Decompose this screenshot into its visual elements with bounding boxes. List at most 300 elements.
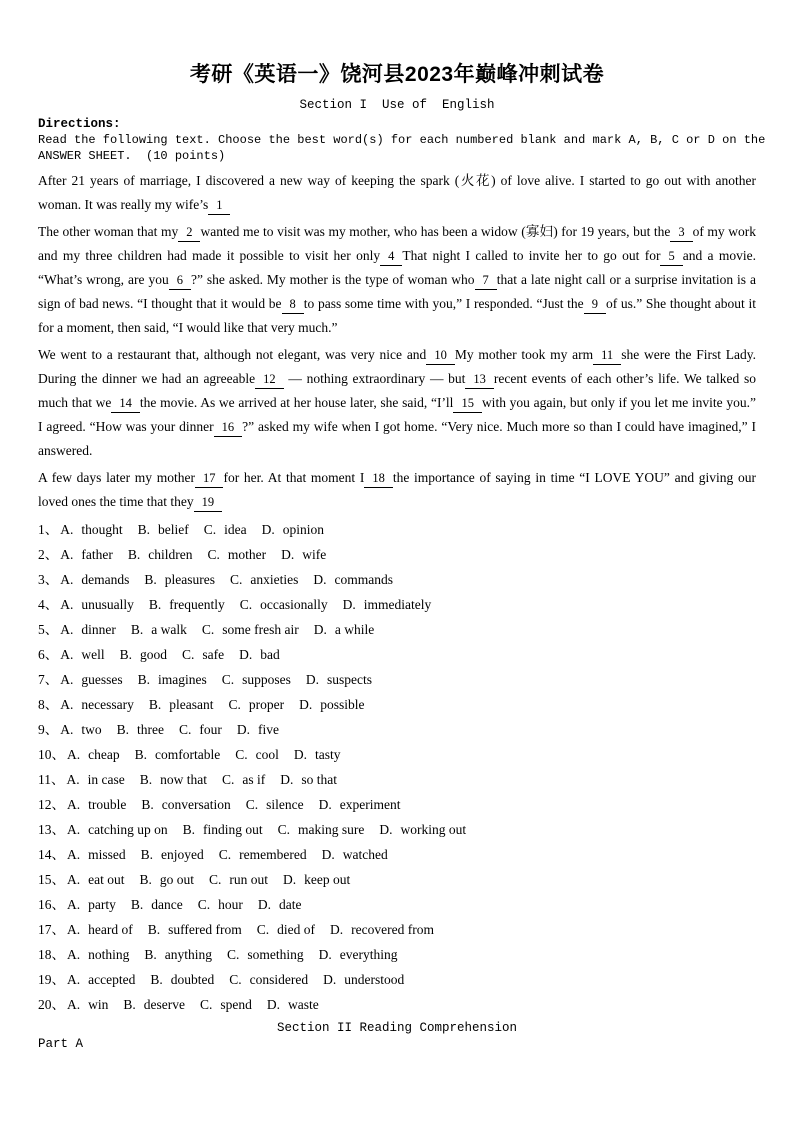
option-letter: B.: [127, 547, 141, 562]
option-text: catching up on: [88, 822, 168, 837]
question-17-option-A: [67, 922, 133, 937]
question-11-option-B: [140, 772, 207, 787]
directions-block: [38, 116, 766, 164]
question-5-option-D: [314, 622, 375, 637]
directions-line-1: Read the following text. Choose the best word(s) for each numbered blank and mark A, B, C or D on the: [38, 133, 766, 147]
option-letter: B.: [119, 647, 133, 662]
option-letter: A.: [67, 922, 81, 937]
option-letter: C.: [229, 972, 242, 987]
option-text: dance: [151, 897, 183, 912]
option-letter: A.: [67, 747, 81, 762]
option-text: remembered: [239, 847, 307, 862]
question-4-option-D: [343, 597, 432, 612]
question-number: 2、: [38, 547, 59, 562]
question-16: [38, 892, 756, 917]
option-letter: D.: [313, 572, 327, 587]
option-text: recovered from: [351, 922, 434, 937]
cloze-blank-11: 11: [593, 348, 621, 365]
question-16-option-C: [198, 897, 243, 912]
option-letter: A.: [60, 572, 74, 587]
question-13-option-D: [379, 822, 466, 837]
option-letter: A.: [67, 972, 81, 987]
option-text: three: [137, 722, 164, 737]
option-letter: D.: [321, 847, 335, 862]
question-17-option-D: [330, 922, 434, 937]
option-letter: D.: [239, 647, 253, 662]
option-text: thought: [81, 522, 123, 537]
option-text: commands: [334, 572, 393, 587]
question-16-option-A: [67, 897, 116, 912]
option-text: accepted: [88, 972, 136, 987]
option-text: working out: [400, 822, 467, 837]
question-6-option-C: [182, 647, 224, 662]
option-letter: C.: [239, 597, 253, 612]
question-20-option-D: [267, 997, 319, 1012]
option-text: everything: [339, 947, 398, 962]
cloze-passage: [38, 169, 756, 514]
question-number: 6、: [38, 647, 59, 662]
question-13-option-B: [183, 822, 263, 837]
passage-paragraph-3: We went to a restaurant that, although not elegant, was very nice and 10 My mother took my arm 11 she were the First Lady. During the dinner we had an agreeable 12 — nothing extraordinary — but 13 recent events of each other’s life. We talked so much that we 14 the movie. As we arrived at her house later, she said, “I’ll 15 with you again, but only if you let me invite you.” I agreed. “How was your dinner 16 ?” asked my wife when I got home. “Very nice. Much more so than I could have imagined,” I answered.: [38, 347, 756, 458]
option-text: father: [81, 547, 113, 562]
question-number: 4、: [38, 597, 59, 612]
cloze-blank-2: 2: [178, 225, 200, 242]
cloze-blank-12: 12: [255, 372, 284, 389]
question-15-option-D: [283, 872, 350, 887]
part-a-label: Part A: [38, 1037, 84, 1051]
option-text: tasty: [315, 747, 341, 762]
option-text: four: [199, 722, 222, 737]
question-20-option-C: [200, 997, 252, 1012]
option-letter: A.: [60, 647, 74, 662]
option-letter: D.: [266, 997, 281, 1012]
option-letter: A.: [67, 797, 81, 812]
question-15-option-A: [67, 872, 125, 887]
option-letter: B.: [139, 872, 152, 887]
cloze-blank-17: 17: [195, 471, 224, 488]
option-text: so that: [301, 772, 338, 787]
passage-paragraph-2: The other woman that my 2 wanted me to visit was my mother, who has been a widow (寡妇) for 19 years, but the 3 of my work and my three children had made it possible to visit her only 4 That night I called to invite her to go out for 5 and a movie. “What’s wrong, are you 6 ?” she asked. My mother is the type of woman who 7 that a late night call or a surprise invitation is a sign of bad news. “I thought that it would be 8 to pass some time with you,” I responded. “Just the 9 of us.” She thought about it for a moment, then said, “I would like that very much.”: [38, 224, 756, 335]
question-7: [38, 667, 756, 692]
question-3-option-D: [313, 572, 393, 587]
question-4-option-B: [149, 597, 225, 612]
option-text: good: [140, 647, 168, 662]
option-letter: C.: [227, 947, 240, 962]
option-letter: D.: [318, 947, 332, 962]
option-letter: C.: [209, 872, 222, 887]
question-12-option-B: [141, 797, 230, 812]
option-text: finding out: [203, 822, 263, 837]
question-number: 19、: [38, 972, 65, 987]
option-letter: B.: [123, 997, 136, 1012]
question-18-option-B: [144, 947, 212, 962]
option-letter: A.: [60, 522, 74, 537]
option-text: some fresh air: [222, 622, 299, 637]
option-text: guesses: [81, 672, 123, 687]
option-letter: A.: [67, 847, 81, 862]
option-text: supposes: [242, 672, 291, 687]
cloze-blank-8: 8: [282, 297, 304, 314]
section2-heading: Section II Reading Comprehension: [276, 1021, 518, 1035]
option-letter: D.: [379, 822, 393, 837]
cloze-blank-4: 4: [380, 249, 402, 266]
option-text: well: [81, 647, 105, 662]
question-12: [38, 792, 756, 817]
question-1-option-A: [60, 522, 122, 537]
option-letter: B.: [141, 797, 154, 812]
question-12-option-A: [67, 797, 126, 812]
option-text: hour: [218, 897, 243, 912]
option-text: silence: [266, 797, 304, 812]
question-6-option-A: [60, 647, 104, 662]
option-text: eat out: [88, 872, 125, 887]
cloze-blank-6: 6: [169, 273, 191, 290]
question-number: 11、: [38, 772, 65, 787]
option-text: heard of: [88, 922, 133, 937]
question-13-option-A: [67, 822, 168, 837]
option-text: party: [88, 897, 116, 912]
question-9-option-A: [60, 722, 101, 737]
option-text: two: [81, 722, 102, 737]
option-text: immediately: [363, 597, 432, 612]
option-letter: C.: [182, 647, 195, 662]
question-9-option-D: [237, 722, 279, 737]
option-letter: A.: [67, 822, 81, 837]
option-letter: B.: [144, 572, 157, 587]
option-letter: D.: [299, 697, 313, 712]
question-11: [38, 767, 756, 792]
option-letter: A.: [67, 997, 81, 1012]
option-text: unusually: [81, 597, 134, 612]
question-3: [38, 567, 756, 592]
option-letter: D.: [318, 797, 332, 812]
option-text: bad: [260, 647, 280, 662]
option-text: children: [148, 547, 193, 562]
question-8: [38, 692, 756, 717]
option-text: considered: [249, 972, 309, 987]
cloze-blank-16: 16: [214, 420, 243, 437]
option-letter: B.: [147, 922, 161, 937]
option-letter: D.: [257, 897, 272, 912]
passage-paragraph-4: A few days later my mother 17 for her. At that moment I 18 the importance of saying in time “I LOVE YOU” and giving our loved ones the time that they 19: [38, 466, 756, 514]
option-letter: A.: [60, 672, 74, 687]
question-1: [38, 517, 756, 542]
question-2-option-C: [207, 547, 266, 562]
option-letter: C.: [197, 897, 211, 912]
question-number: 3、: [38, 572, 59, 587]
option-letter: D.: [293, 747, 307, 762]
question-10: [38, 742, 756, 767]
question-10-option-D: [294, 747, 341, 762]
cloze-blank-18: 18: [364, 471, 393, 488]
option-text: possible: [320, 697, 365, 712]
option-text: understood: [344, 972, 405, 987]
option-text: a while: [334, 622, 375, 637]
question-5-option-A: [60, 622, 116, 637]
option-text: date: [279, 897, 302, 912]
option-letter: D.: [261, 522, 275, 537]
option-text: cool: [255, 747, 279, 762]
question-number: 20、: [38, 997, 65, 1012]
option-letter: C.: [200, 997, 213, 1012]
option-text: spend: [220, 997, 252, 1012]
question-6-option-B: [120, 647, 167, 662]
option-text: died of: [277, 922, 315, 937]
option-letter: C.: [221, 672, 235, 687]
option-letter: B.: [137, 672, 151, 687]
option-letter: A.: [60, 597, 74, 612]
question-12-option-C: [246, 797, 304, 812]
option-letter: D.: [305, 672, 320, 687]
option-text: waste: [288, 997, 319, 1012]
option-letter: A.: [60, 697, 74, 712]
option-letter: C.: [218, 847, 232, 862]
question-11-option-D: [280, 772, 337, 787]
option-letter: B.: [130, 897, 144, 912]
option-text: mother: [227, 547, 267, 562]
option-text: watched: [342, 847, 388, 862]
option-text: conversation: [161, 797, 231, 812]
directions-line-2: ANSWER SHEET. (10 points): [38, 149, 226, 163]
option-text: proper: [248, 697, 285, 712]
option-text: nothing: [88, 947, 130, 962]
option-letter: C.: [256, 922, 270, 937]
question-13-option-C: [278, 822, 365, 837]
option-letter: D.: [313, 622, 327, 637]
question-12-option-D: [319, 797, 401, 812]
option-letter: C.: [245, 797, 259, 812]
question-3-option-A: [60, 572, 129, 587]
section1-heading: Section I Use of English: [299, 98, 495, 112]
question-2-option-D: [281, 547, 326, 562]
question-10-option-B: [135, 747, 221, 762]
question-list: [38, 517, 756, 1017]
option-text: anything: [164, 947, 213, 962]
question-18-option-C: [227, 947, 304, 962]
question-number: 14、: [38, 847, 65, 862]
option-letter: A.: [60, 547, 74, 562]
option-text: making sure: [298, 822, 365, 837]
option-letter: C.: [277, 822, 291, 837]
question-14-option-C: [219, 847, 307, 862]
question-7-option-D: [306, 672, 372, 687]
option-letter: C.: [179, 722, 192, 737]
option-letter: A.: [66, 772, 80, 787]
question-number: 8、: [38, 697, 59, 712]
question-19-option-D: [323, 972, 404, 987]
option-letter: B.: [148, 597, 162, 612]
cloze-blank-1: 1: [208, 198, 230, 215]
option-text: suffered from: [168, 922, 242, 937]
option-letter: B.: [139, 772, 153, 787]
option-letter: D.: [280, 772, 294, 787]
question-number: 18、: [38, 947, 65, 962]
option-letter: B.: [148, 697, 162, 712]
question-15: [38, 867, 756, 892]
cloze-blank-10: 10: [426, 348, 455, 365]
question-19: [38, 967, 756, 992]
cloze-blank-9: 9: [584, 297, 606, 314]
question-number: 9、: [38, 722, 59, 737]
option-text: pleasures: [164, 572, 215, 587]
cloze-blank-13: 13: [465, 372, 494, 389]
question-10-option-C: [235, 747, 279, 762]
question-7-option-A: [60, 672, 122, 687]
option-letter: C.: [230, 572, 243, 587]
option-text: comfortable: [155, 747, 221, 762]
question-19-option-C: [229, 972, 308, 987]
cloze-blank-5: 5: [660, 249, 682, 266]
passage-paragraph-1: After 21 years of marriage, I discovered a new way of keeping the spark (火花) of love alive. I started to go out with another woman. It was really my wife’s 1: [38, 169, 756, 217]
cloze-blank-19: 19: [194, 495, 223, 512]
option-letter: A.: [67, 872, 81, 887]
question-9-option-B: [117, 722, 164, 737]
question-4: [38, 592, 756, 617]
option-letter: B.: [116, 722, 130, 737]
option-text: enjoyed: [161, 847, 204, 862]
question-6: [38, 642, 756, 667]
option-letter: A.: [67, 947, 81, 962]
option-text: win: [88, 997, 109, 1012]
question-7-option-C: [222, 672, 291, 687]
option-text: safe: [202, 647, 225, 662]
question-number: 17、: [38, 922, 65, 937]
question-18-option-A: [67, 947, 129, 962]
question-14-option-A: [67, 847, 126, 862]
option-text: something: [247, 947, 304, 962]
question-17: [38, 917, 756, 942]
option-text: run out: [229, 872, 269, 887]
directions-label: Directions:: [38, 117, 121, 131]
question-number: 7、: [38, 672, 59, 687]
question-8-option-A: [60, 697, 134, 712]
option-letter: C.: [235, 747, 248, 762]
option-text: wife: [302, 547, 327, 562]
option-text: suspects: [327, 672, 373, 687]
option-letter: D.: [323, 972, 337, 987]
question-3-option-C: [230, 572, 298, 587]
question-14-option-B: [141, 847, 204, 862]
option-text: missed: [88, 847, 126, 862]
question-20-option-A: [67, 997, 108, 1012]
option-letter: B.: [134, 747, 147, 762]
question-14-option-D: [322, 847, 388, 862]
option-text: belief: [158, 522, 189, 537]
option-text: idea: [224, 522, 247, 537]
question-4-option-A: [60, 597, 134, 612]
exam-title: 考研《英语一》饶河县2023年巅峰冲刺试卷: [189, 63, 605, 86]
question-11-option-C: [222, 772, 265, 787]
option-letter: A.: [60, 722, 74, 737]
question-1-option-B: [138, 522, 189, 537]
question-16-option-D: [258, 897, 302, 912]
question-17-option-C: [257, 922, 315, 937]
question-13: [38, 817, 756, 842]
question-8-option-D: [299, 697, 364, 712]
option-text: experiment: [339, 797, 401, 812]
question-18: [38, 942, 756, 967]
question-20: [38, 992, 756, 1017]
option-letter: B.: [137, 522, 151, 537]
question-11-option-A: [67, 772, 125, 787]
cloze-blank-15: 15: [453, 396, 482, 413]
question-1-option-C: [204, 522, 247, 537]
question-1-option-D: [262, 522, 324, 537]
option-letter: D.: [236, 722, 251, 737]
option-text: opinion: [282, 522, 325, 537]
question-9-option-C: [179, 722, 222, 737]
option-text: pleasant: [169, 697, 214, 712]
question-number: 10、: [38, 747, 65, 762]
cloze-blank-7: 7: [475, 273, 497, 290]
option-text: in case: [87, 772, 125, 787]
option-letter: D.: [281, 547, 295, 562]
option-text: now that: [160, 772, 207, 787]
option-letter: C.: [222, 772, 235, 787]
question-number: 12、: [38, 797, 65, 812]
option-letter: A.: [67, 897, 81, 912]
question-7-option-B: [138, 672, 207, 687]
question-number: 15、: [38, 872, 65, 887]
question-9: [38, 717, 756, 742]
question-5-option-C: [202, 622, 299, 637]
question-3-option-B: [144, 572, 215, 587]
option-text: demands: [81, 572, 130, 587]
cloze-blank-14: 14: [111, 396, 140, 413]
option-letter: B.: [182, 822, 195, 837]
option-text: keep out: [304, 872, 351, 887]
option-text: deserve: [143, 997, 185, 1012]
option-text: five: [258, 722, 280, 737]
option-letter: C.: [201, 622, 215, 637]
question-5-option-B: [131, 622, 187, 637]
option-letter: B.: [140, 847, 154, 862]
cloze-blank-3: 3: [670, 225, 692, 242]
question-5: [38, 617, 756, 642]
question-6-option-D: [239, 647, 280, 662]
question-number: 5、: [38, 622, 59, 637]
option-text: anxieties: [250, 572, 299, 587]
question-20-option-B: [123, 997, 185, 1012]
question-16-option-B: [131, 897, 183, 912]
option-text: trouble: [88, 797, 127, 812]
option-text: cheap: [88, 747, 120, 762]
question-number: 1、: [38, 522, 59, 537]
option-letter: B.: [130, 622, 144, 637]
question-4-option-C: [240, 597, 328, 612]
option-text: as if: [242, 772, 266, 787]
question-15-option-B: [140, 872, 195, 887]
option-text: occasionally: [260, 597, 328, 612]
question-number: 13、: [38, 822, 65, 837]
question-17-option-B: [148, 922, 242, 937]
question-19-option-A: [67, 972, 135, 987]
option-letter: C.: [228, 697, 241, 712]
option-text: imagines: [158, 672, 207, 687]
question-8-option-B: [149, 697, 214, 712]
option-text: a walk: [151, 622, 187, 637]
question-2-option-A: [60, 547, 113, 562]
option-letter: B.: [150, 972, 163, 987]
option-letter: D.: [330, 922, 344, 937]
question-15-option-C: [209, 872, 268, 887]
question-2: [38, 542, 756, 567]
option-letter: C.: [207, 547, 220, 562]
question-number: 16、: [38, 897, 65, 912]
option-letter: B.: [144, 947, 157, 962]
question-8-option-C: [228, 697, 284, 712]
option-text: go out: [159, 872, 195, 887]
